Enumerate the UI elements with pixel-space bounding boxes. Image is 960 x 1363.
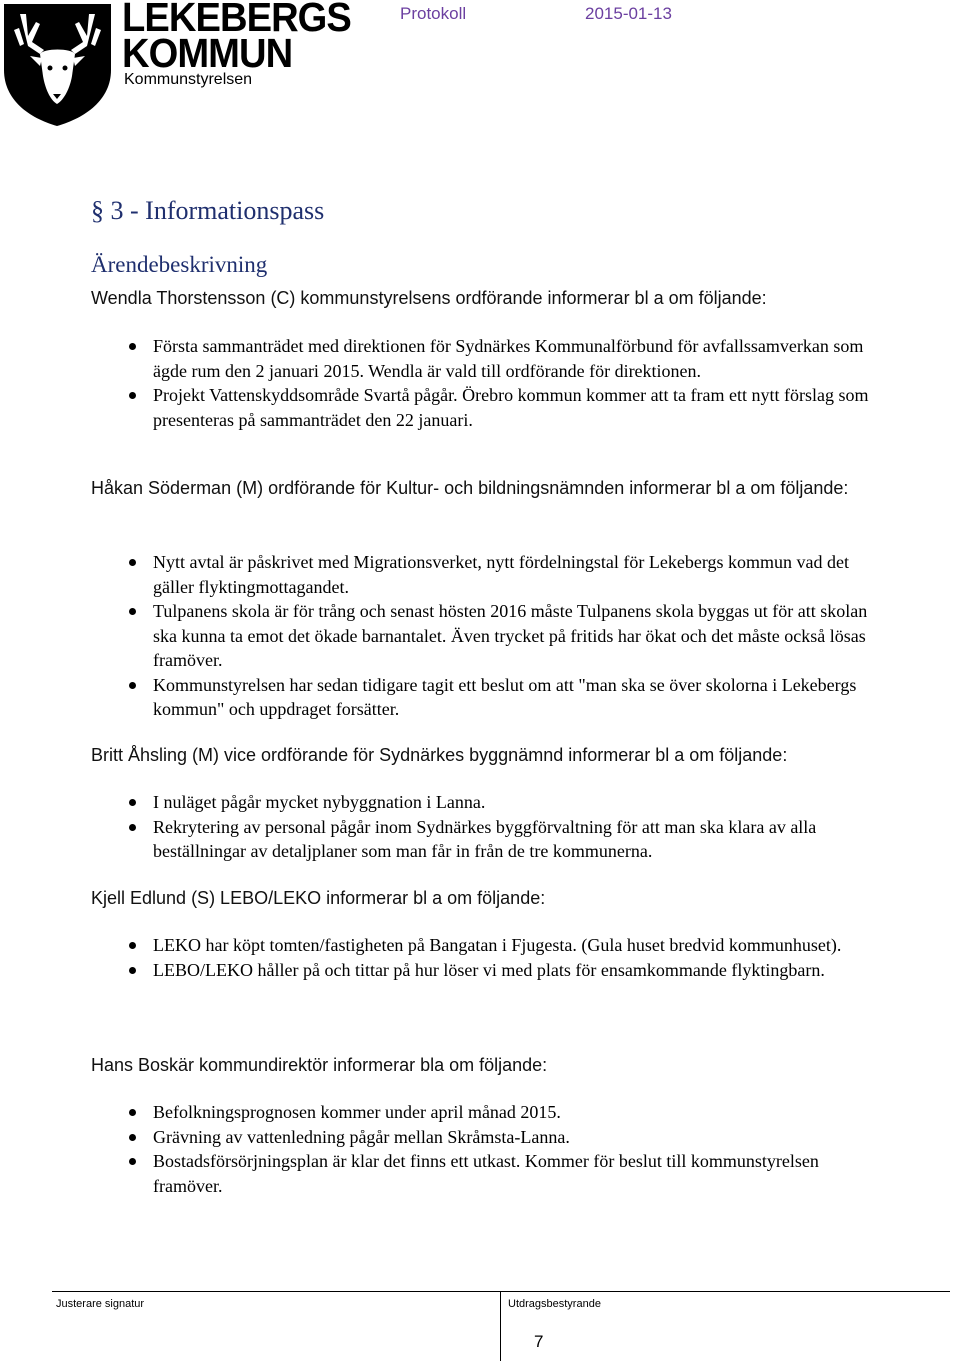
block-intro: Wendla Thorstensson (C) kommunstyrelsens ordförande informerar bl a om följande: xyxy=(91,288,767,308)
case-description-heading: Ärendebeskrivning xyxy=(91,252,268,277)
bullet-icon xyxy=(129,608,136,615)
bullet-list xyxy=(91,334,891,432)
footer-signature-box xyxy=(52,1291,950,1361)
page-number: 7 xyxy=(534,1332,544,1351)
list-item-text: LEKO har köpt tomten/fastigheten på Bangatan i Fjugesta. (Gula huset bredvid kommunhuset). xyxy=(153,935,842,955)
brand-subtitle: Kommunstyrelsen xyxy=(124,71,253,88)
bullet-list xyxy=(91,790,891,864)
block-intro: Britt Åhsling (M) vice ordförande för Sydnärkes byggnämnd informerar bl a om följande: xyxy=(91,745,788,765)
bullet-icon xyxy=(129,1134,136,1141)
list-item xyxy=(91,790,891,815)
list-item-text: Första sammanträdet med direktionen för Sydnärkes Kommunalförbund för avfallssamverkan som ägde rum den 2 januari 2015. Wendla är vald till ordförande för direktionen. xyxy=(153,336,864,381)
section-heading: § 3 - Informationspass xyxy=(91,196,325,225)
bullet-icon xyxy=(129,967,136,974)
bullet-icon xyxy=(129,824,136,831)
list-item xyxy=(91,383,891,432)
bullet-list xyxy=(91,1100,891,1198)
list-item-text: Kommunstyrelsen har sedan tidigare tagit ett beslut om att "man ska se över skolorna i Lekebergs kommun" och uppdraget forsätter. xyxy=(153,674,857,719)
list-item xyxy=(91,1100,891,1125)
list-item xyxy=(91,673,891,722)
list-item xyxy=(91,958,891,983)
list-item xyxy=(91,1125,891,1150)
list-item xyxy=(91,334,891,383)
list-item-text: Grävning av vattenledning pågår mellan Skråmsta-Lanna. xyxy=(153,1126,570,1147)
list-item-text: LEBO/LEKO håller på och tittar på hur löser vi med plats för ensamkommande flyktingbarn. xyxy=(153,959,825,980)
extract-label: Utdragsbestyrande xyxy=(508,1298,601,1310)
list-item-text: Tulpanens skola är för trång och senast hösten 2016 måste Tulpanens skola byggas ut för att skolan ska kunna ta emot det ökade barnantalet. Även trycket på fritids har ökat och det måste också lösas framöver. xyxy=(153,601,868,670)
list-item xyxy=(91,599,891,673)
list-item xyxy=(91,550,891,599)
list-item-text: Projekt Vattenskyddsområde Svartå pågår. Örebro kommun kommer att ta fram ett nytt förslag som presenteras på sammanträdet den 22 januari. xyxy=(153,385,869,430)
signature-cell xyxy=(52,1291,501,1361)
bullet-icon xyxy=(129,1158,136,1165)
bullet-icon xyxy=(129,392,136,399)
bullet-icon xyxy=(129,343,136,350)
document-date: 2015-01-13 xyxy=(585,4,672,23)
bullet-icon xyxy=(129,799,136,806)
list-item-text: Rekrytering av personal pågår inom Sydnärkes byggförvaltning för att man ska klara av alla beställningar av detaljplaner som man får in från de tre kommunerna. xyxy=(153,816,817,861)
bullet-icon xyxy=(129,559,136,566)
block-intro: Hans Boskär kommundirektör informerar bla om följande: xyxy=(91,1055,548,1075)
bullet-icon xyxy=(129,682,136,689)
bullet-list xyxy=(91,933,891,982)
list-item xyxy=(91,815,891,864)
list-item-text: Bostadsförsörjningsplan är klar det finns ett utkast. Kommer för beslut till kommunstyrelsen framöver. xyxy=(153,1151,819,1196)
extract-cell xyxy=(500,1291,949,1361)
list-item xyxy=(91,1149,891,1198)
list-item xyxy=(91,933,891,958)
block-intro: Kjell Edlund (S) LEBO/LEKO informerar bl a om följande: xyxy=(91,888,546,908)
municipality-crest-logo xyxy=(0,0,115,128)
list-item-text: Befolkningsprognosen kommer under april månad 2015. xyxy=(153,1102,561,1122)
brand-name-line1: LEKEBERGS xyxy=(122,0,351,40)
signature-label: Justerare signatur xyxy=(56,1298,145,1310)
bullet-list xyxy=(91,550,891,722)
brand-name-line2: KOMMUN xyxy=(122,30,293,76)
bullet-icon xyxy=(129,1109,136,1116)
block-intro: Håkan Söderman (M) ordförande för Kultur- och bildningsnämnden informerar bl a om följande: xyxy=(91,478,849,498)
document-type: Protokoll xyxy=(400,4,467,23)
bullet-icon xyxy=(129,942,136,949)
list-item-text: Nytt avtal är påskrivet med Migrationsverket, nytt fördelningstal för Lekebergs kommun vad det gäller flyktingmottagandet. xyxy=(153,552,849,597)
list-item-text: I nuläget pågår mycket nybyggnation i Lanna. xyxy=(153,792,486,812)
